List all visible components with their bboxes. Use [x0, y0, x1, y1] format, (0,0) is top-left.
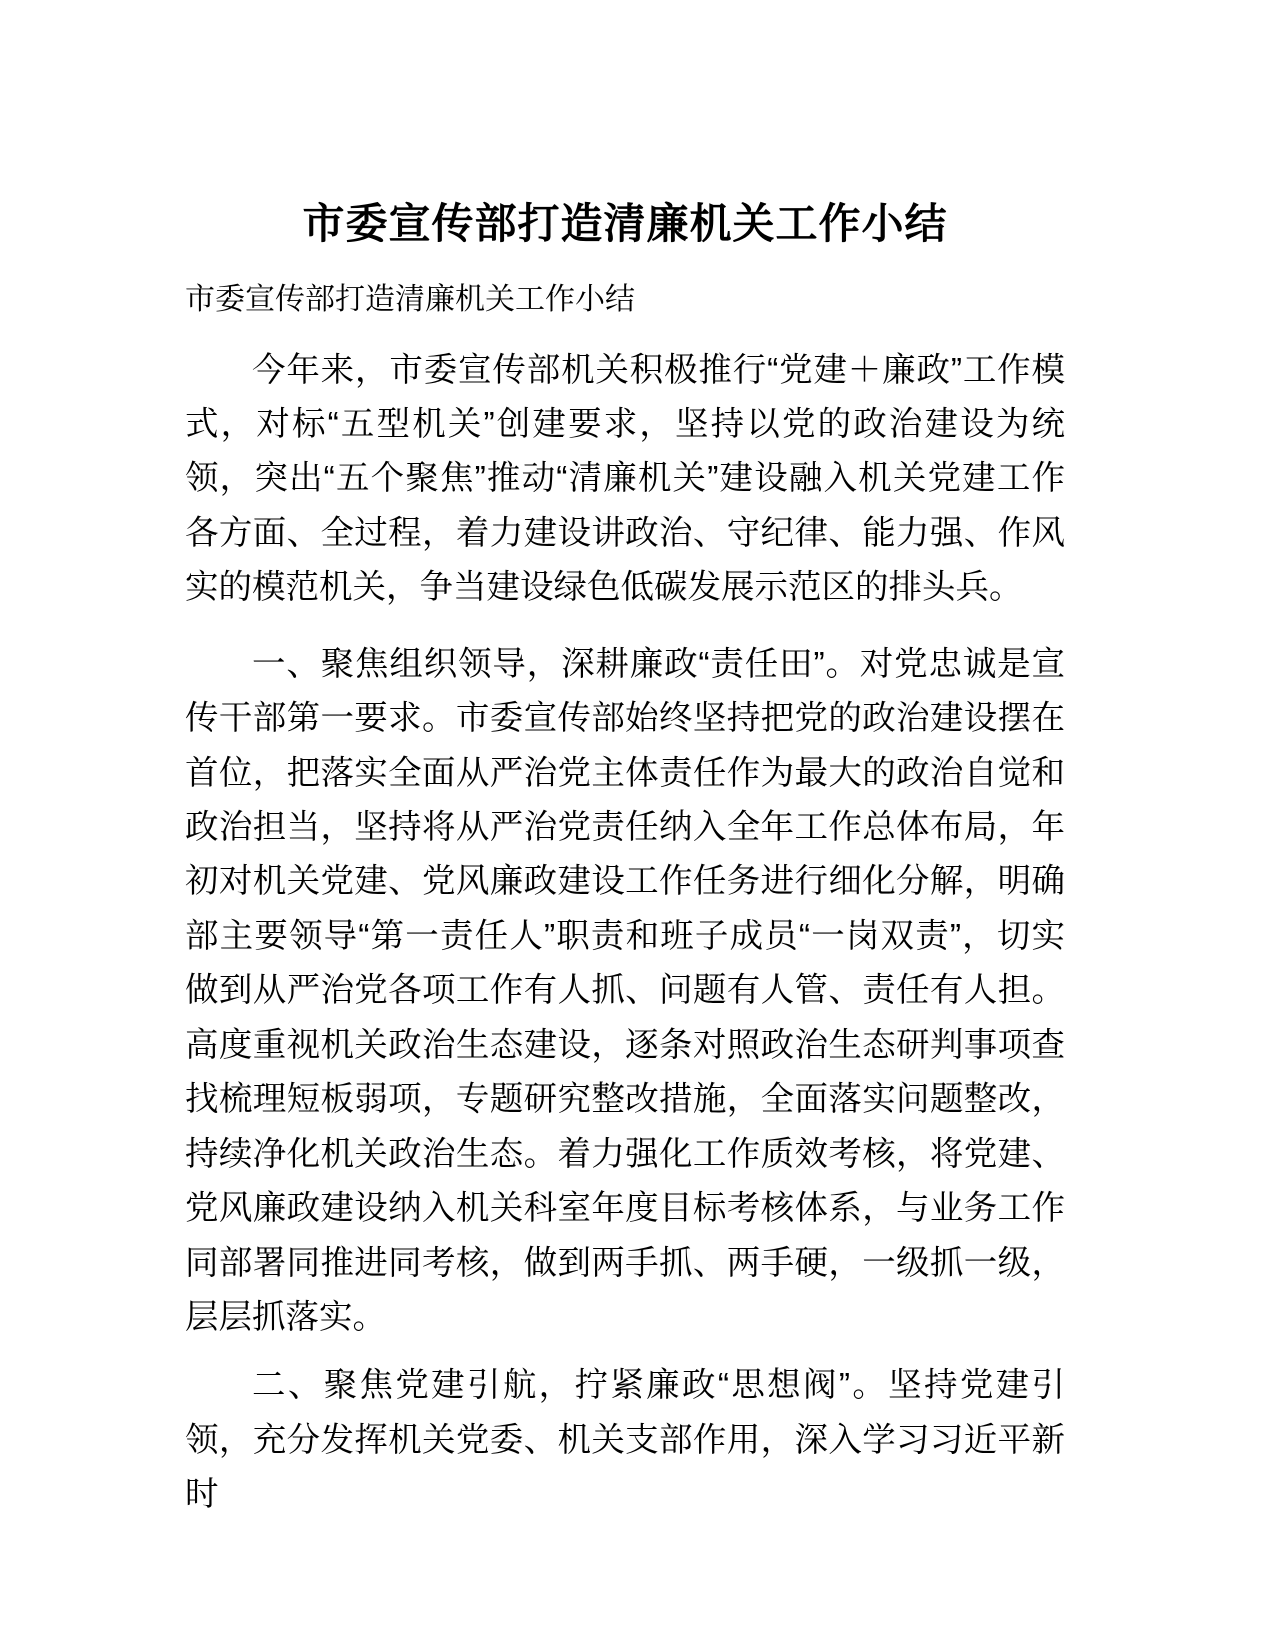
body-paragraph-1: 今年来，市委宣传部机关积极推行“党建＋廉政”工作模式，对标“五型机关”创建要求，坚持以党的政治建设为统领，突出“五个聚焦”推动“清廉机关”建设融入机关党建工作各方面、全过程，着力建设讲政治、守纪律、能力强、作风实的模范机关，争当建设绿色低碳发展示范区的排头兵。: [185, 351, 1065, 607]
page-title: 市委宣传部打造清廉机关工作小结: [302, 200, 948, 247]
document-content: [185, 0, 1065, 1523]
body-paragraph-2: 一、聚焦组织领导，深耕廉政“责任田”。对党忠诚是宣传干部第一要求。市委宣传部始终坚持把党的政治建设摆在首位，把落实全面从严治党主体责任作为最大的政治自觉和政治担当，坚持将从严治党责任纳入全年工作总体布局，年初对机关党建、党风廉政建设工作任务进行细化分解，明确部主要领导“第一责任人”职责和班子成员“一岗双责”，切实做到从严治党各项工作有人抓、问题有人管、责任有人担。高度重视机关政治生态建设，逐条对照政治生态研判事项查找梳理短板弱项，专题研究整改措施，全面落实问题整改，持续净化机关政治生态。着力强化工作质效考核，将党建、党风廉政建设纳入机关科室年度目标考核体系，与业务工作同部署同推进同考核，做到两手抓、两手硬，一级抓一级，层层抓落实。: [185, 645, 1065, 1336]
body-paragraph-3: 二、聚焦党建引航，拧紧廉政“思想阀”。坚持党建引领，充分发挥机关党委、机关支部作用，深入学习习近平新时: [185, 1367, 1065, 1514]
document-subtitle: 市委宣传部打造清廉机关工作小结: [185, 282, 635, 316]
